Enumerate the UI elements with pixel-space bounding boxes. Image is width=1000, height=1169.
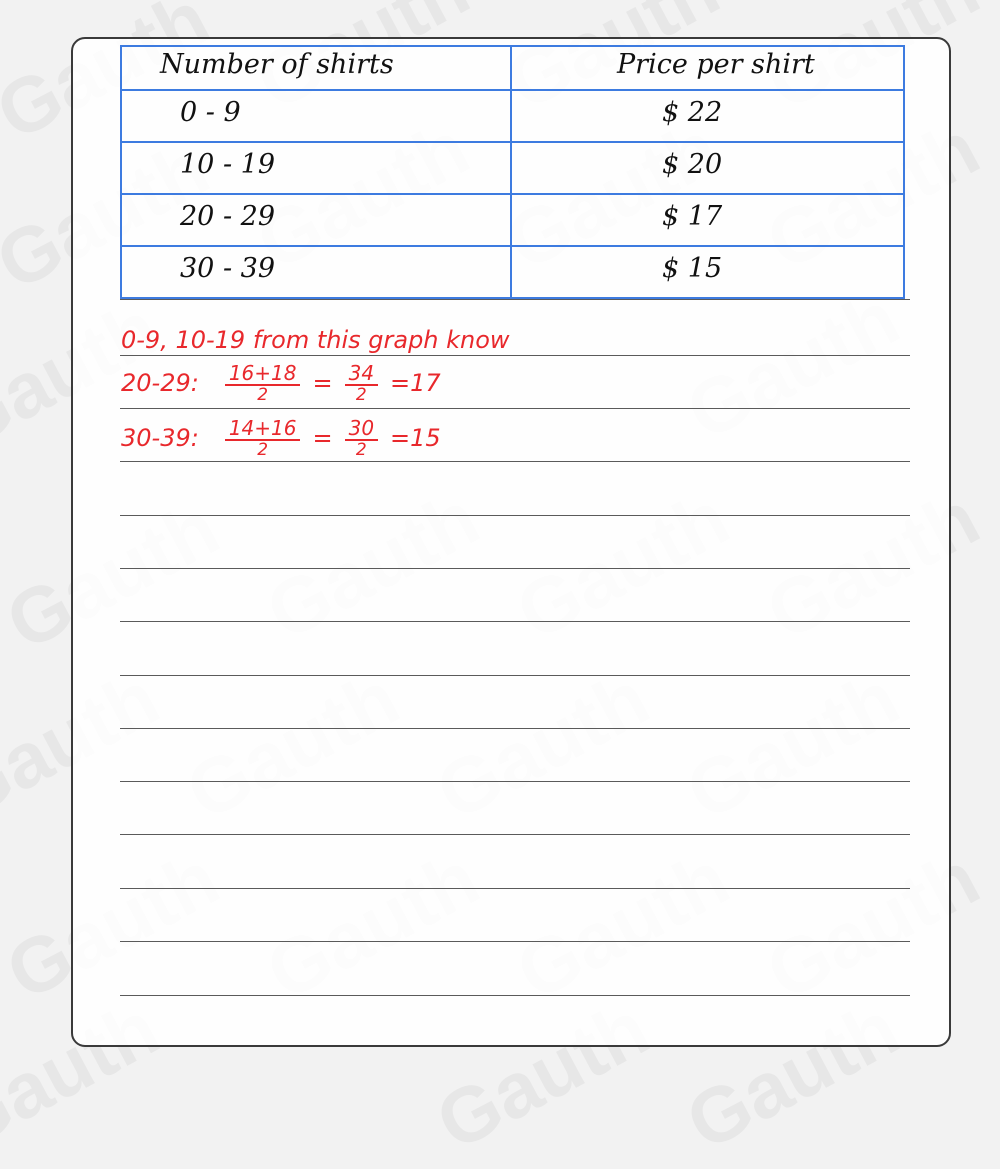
- cell-price: $ 20: [511, 142, 904, 194]
- fraction-numerator: 14+16: [225, 417, 301, 441]
- equals-sign: =: [312, 424, 333, 452]
- cell-range: 0 - 9: [121, 90, 511, 142]
- cell-range: 30 - 39: [121, 246, 511, 298]
- shirt-price-table: [120, 45, 905, 299]
- cell-price: $ 15: [511, 246, 904, 298]
- fraction: [225, 417, 301, 459]
- cell-price: $ 17: [511, 194, 904, 246]
- result: =15: [390, 424, 441, 452]
- cell-price: $ 22: [511, 90, 904, 142]
- table-row: [121, 194, 904, 246]
- fraction: [345, 417, 378, 459]
- work-note-line: 0-9, 10-19 from this graph know: [121, 326, 510, 354]
- fraction-numerator: 16+18: [225, 362, 301, 386]
- result: =17: [390, 369, 441, 397]
- work-equation-20-29: [121, 362, 445, 404]
- fraction: [345, 362, 378, 404]
- cell-range: 20 - 29: [121, 194, 511, 246]
- equals-sign: =: [312, 369, 333, 397]
- fraction-numerator: 34: [345, 362, 378, 386]
- fraction-denominator: 2: [355, 440, 367, 460]
- fraction: [225, 362, 301, 404]
- column-header-number-of-shirts: Number of shirts: [121, 46, 511, 90]
- fraction-denominator: 2: [257, 440, 269, 460]
- table-row: [121, 90, 904, 142]
- table-header-row: [121, 46, 904, 90]
- table-row: [121, 142, 904, 194]
- fraction-numerator: 30: [345, 417, 378, 441]
- work-equation-30-39: [121, 417, 445, 459]
- equation-label: 30-39:: [121, 424, 199, 452]
- table-row: [121, 246, 904, 298]
- fraction-denominator: 2: [355, 385, 367, 405]
- fraction-denominator: 2: [257, 385, 269, 405]
- column-header-price-per-shirt: Price per shirt: [511, 46, 904, 90]
- equation-label: 20-29:: [121, 369, 199, 397]
- cell-range: 10 - 19: [121, 142, 511, 194]
